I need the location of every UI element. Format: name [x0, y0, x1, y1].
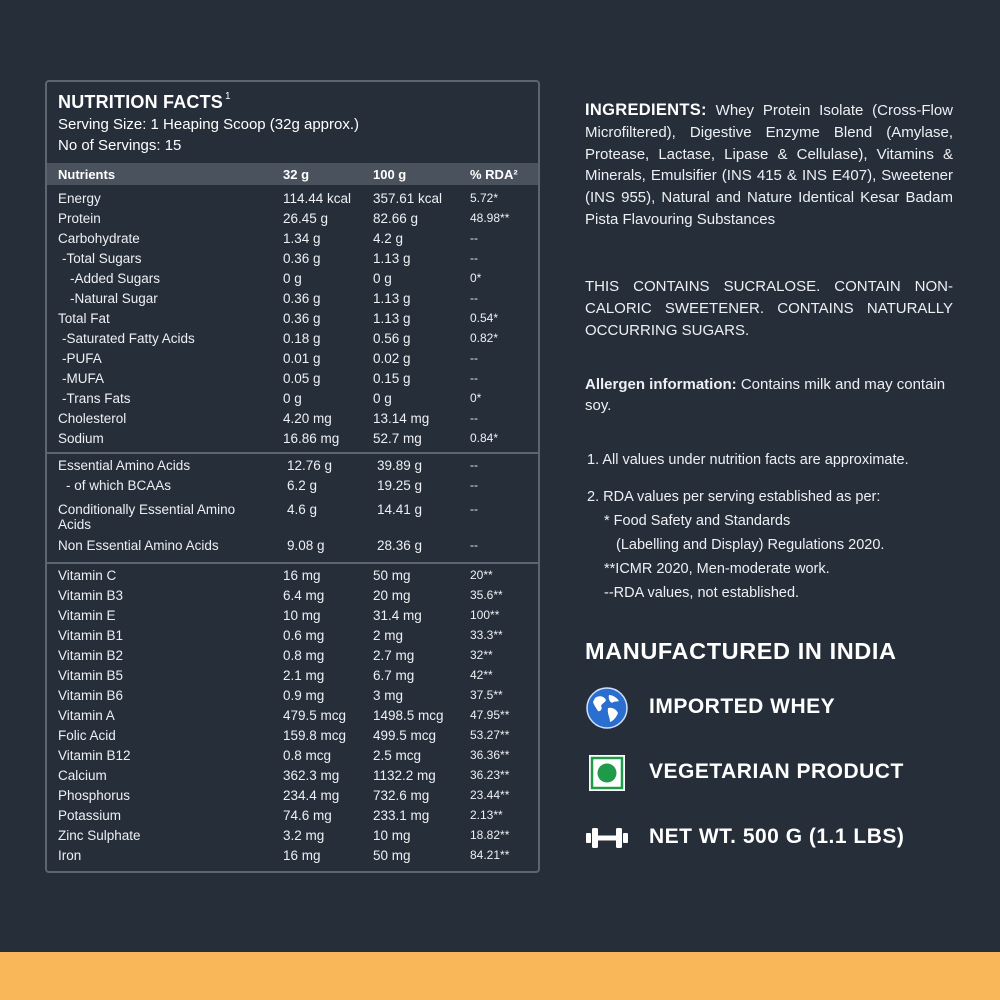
vegetarian-label: VEGETARIAN PRODUCT [649, 760, 904, 783]
per-100g-value: 6.7 mg [373, 668, 415, 683]
table-row [47, 828, 538, 848]
header-rda: % RDA² [470, 167, 518, 182]
dumbbell-icon [585, 816, 629, 860]
per-serving-value: 6.2 g [287, 478, 318, 493]
table-row [47, 502, 538, 536]
nutrient-name: -Added Sugars [70, 271, 161, 286]
per-serving-value: 0.36 g [283, 251, 321, 266]
rda-value: 32** [470, 648, 493, 662]
per-serving-value: 26.45 g [283, 211, 329, 226]
table-row [47, 478, 538, 498]
per-100g-value: 0.15 g [373, 371, 411, 386]
rda-value: 35.6** [470, 588, 503, 602]
per-serving-value: 159.8 mcg [283, 728, 347, 743]
per-serving-value: 10 mg [283, 608, 321, 623]
rda-value: 0.54* [470, 311, 499, 325]
table-row [47, 768, 538, 788]
table-row [47, 708, 538, 728]
rda-value: 48.98** [470, 211, 510, 225]
per-100g-value: 1.13 g [373, 251, 411, 266]
rda-value: 36.36** [470, 748, 510, 762]
table-row [47, 608, 538, 628]
per-serving-value: 74.6 mg [283, 808, 332, 823]
table-row [47, 371, 538, 391]
rda-value: -- [470, 291, 478, 305]
per-100g-value: 31.4 mg [373, 608, 422, 623]
nutrient-name: Conditionally Essential Amino Acids [58, 502, 236, 532]
nutrient-name: Vitamin B5 [58, 668, 124, 683]
rda-value: 20** [470, 568, 493, 582]
per-serving-value: 9.08 g [287, 538, 325, 553]
per-100g-value: 499.5 mcg [373, 728, 437, 743]
per-serving-value: 0 g [283, 391, 302, 406]
per-serving-value: 12.76 g [287, 458, 333, 473]
table-row [47, 311, 538, 331]
nutrient-name: -MUFA [62, 371, 104, 386]
per-serving-value: 0.36 g [283, 311, 321, 326]
nutrient-name: Protein [58, 211, 101, 226]
rda-value: 23.44** [470, 788, 510, 802]
nutrient-name: Vitamin B12 [58, 748, 131, 763]
table-divider [47, 452, 538, 454]
nutrient-name: - of which BCAAs [66, 478, 172, 493]
footnote-2c: **ICMR 2020, Men-moderate work. [604, 561, 830, 577]
rda-value: 42** [470, 668, 493, 682]
nutrient-name: -Trans Fats [62, 391, 131, 406]
per-serving-value: 0.36 g [283, 291, 321, 306]
rda-value: 18.82** [470, 828, 510, 842]
table-row [47, 431, 538, 451]
per-100g-value: 4.2 g [373, 231, 404, 246]
rda-value: 47.95** [470, 708, 510, 722]
rda-value: 0.82* [470, 331, 499, 345]
rda-value: 0.84* [470, 431, 499, 445]
allergen-label: Allergen information: [585, 376, 737, 393]
table-row [47, 688, 538, 708]
net-weight-label: NET WT. 500 G (1.1 LBS) [649, 825, 905, 848]
ingredients-text: Whey Protein Isolate (Cross-Flow Microfiltered), Digestive Enzyme Blend (Amylase, Protease, Lactase, Lipase & Cellulase), Vitamins & Minerals, Emulsifier (INS 415 & INS E407), Sweetener (INS 955), Natural and Nature Identical Kesar Badam Pista Flavouring Substances [585, 102, 953, 228]
table-row [47, 271, 538, 291]
per-100g-value: 13.14 mg [373, 411, 430, 426]
ingredients-block [585, 100, 953, 231]
nutrient-name: Vitamin A [58, 708, 115, 723]
rda-value: 100** [470, 608, 500, 622]
nutrient-name: Folic Acid [58, 728, 116, 743]
per-serving-value: 234.4 mg [283, 788, 340, 803]
table-row [47, 411, 538, 431]
nutrition-title: NUTRITION FACTS $^1$ [58, 91, 231, 112]
ingredients-label: INGREDIENTS: [585, 101, 707, 119]
table-row [47, 291, 538, 311]
per-100g-value: 2.7 mg [373, 648, 415, 663]
table-row [47, 568, 538, 588]
per-100g-value: 0 g [373, 271, 392, 286]
nutrient-name: Vitamin C [58, 568, 117, 583]
nutrient-name: Vitamin B3 [58, 588, 124, 603]
nutrition-facts-panel [45, 80, 540, 873]
rda-value: -- [470, 371, 478, 385]
nutrient-name: Vitamin E [58, 608, 116, 623]
per-serving-value: 0.9 mg [283, 688, 325, 703]
allergen-text: Contains milk and may contain soy. [585, 376, 946, 414]
rda-value: -- [470, 538, 478, 552]
footnote-1: 1. All values under nutrition facts are approximate. [587, 452, 909, 468]
table-row [47, 251, 538, 271]
table-row [47, 648, 538, 668]
per-100g-value: 50 mg [373, 568, 411, 583]
nutrient-name: Iron [58, 848, 82, 863]
rda-value: 36.23** [470, 768, 510, 782]
imported-whey-label: IMPORTED WHEY [649, 695, 836, 718]
rda-value: 0* [470, 391, 482, 405]
nutrient-name: Cholesterol [58, 411, 127, 426]
per-serving-value: 0 g [283, 271, 302, 286]
rda-value: 5.72* [470, 191, 499, 205]
table-row [47, 628, 538, 648]
rda-value: -- [470, 478, 478, 492]
per-serving-value: 0.6 mg [283, 628, 325, 643]
table-row [47, 391, 538, 411]
nutrient-name: Potassium [58, 808, 122, 823]
per-serving-value: 114.44 kcal [283, 191, 352, 206]
per-serving-value: 4.20 mg [283, 411, 332, 426]
rda-value: -- [470, 351, 478, 365]
serving-size: Serving Size: 1 Heaping Scoop (32g approx.) [58, 116, 360, 133]
per-serving-value: 6.4 mg [283, 588, 325, 603]
per-100g-value: 20 mg [373, 588, 411, 603]
servings-count: No of Servings: 15 [58, 137, 182, 154]
table-row [47, 668, 538, 688]
per-100g-value: 2 mg [373, 628, 404, 643]
per-100g-value: 52.7 mg [373, 431, 422, 446]
vegetarian-mark-icon [585, 751, 629, 795]
rda-value: -- [470, 411, 478, 425]
rda-value: -- [470, 458, 478, 472]
table-row [47, 788, 538, 808]
nutrient-name: Vitamin B1 [58, 628, 124, 643]
rda-value: -- [470, 502, 478, 516]
per-serving-value: 0.18 g [283, 331, 321, 346]
nutrient-name: Calcium [58, 768, 107, 783]
table-row [47, 748, 538, 768]
per-100g-value: 14.41 g [377, 502, 423, 517]
per-100g-value: 1.13 g [373, 291, 411, 306]
per-serving-value: 0.8 mg [283, 648, 325, 663]
per-serving-value: 0.01 g [283, 351, 321, 366]
per-100g-value: 1498.5 mcg [373, 708, 444, 723]
footnote-2b: (Labelling and Display) Regulations 2020. [616, 537, 885, 553]
manufactured-in-india: MANUFACTURED IN INDIA [585, 638, 897, 664]
table-row [47, 808, 538, 828]
per-100g-value: 0 g [373, 391, 392, 406]
table-row [47, 231, 538, 251]
per-100g-value: 82.66 g [373, 211, 419, 226]
per-100g-value: 233.1 mg [373, 808, 430, 823]
imported-whey-feature [585, 686, 985, 730]
per-100g-value: 39.89 g [377, 458, 423, 473]
per-100g-value: 2.5 mcg [373, 748, 422, 763]
nutrient-name: Vitamin B2 [58, 648, 124, 663]
net-weight-feature [585, 816, 985, 860]
per-100g-value: 28.36 g [377, 538, 423, 553]
per-serving-value: 16 mg [283, 568, 321, 583]
per-serving-value: 362.3 mg [283, 768, 340, 783]
rda-value: 2.13** [470, 808, 503, 822]
rda-value: 0* [470, 271, 482, 285]
nutrient-name: Phosphorus [58, 788, 131, 803]
nutrient-name: -Saturated Fatty Acids [62, 331, 195, 346]
per-100g-value: 732.6 mg [373, 788, 430, 803]
nutrient-name: -Natural Sugar [70, 291, 158, 306]
nutrient-name: Essential Amino Acids [58, 458, 191, 473]
nutrient-name: -PUFA [62, 351, 102, 366]
per-100g-value: 0.56 g [373, 331, 411, 346]
per-serving-value: 0.8 mcg [283, 748, 332, 763]
table-row [47, 458, 538, 478]
per-serving-value: 1.34 g [283, 231, 321, 246]
per-100g-value: 357.61 kcal [373, 191, 443, 206]
nutrient-name: -Total Sugars [62, 251, 142, 266]
footnote-2d: --RDA values, not established. [604, 585, 800, 601]
table-row [47, 351, 538, 371]
table-row [47, 588, 538, 608]
rda-value: 33.3** [470, 628, 503, 642]
per-serving-value: 16.86 mg [283, 431, 340, 446]
nutrient-name: Non Essential Amino Acids [58, 538, 219, 553]
bottom-color-band [0, 952, 1000, 1000]
table-row [47, 331, 538, 351]
per-serving-value: 0.05 g [283, 371, 321, 386]
nutrient-name: Sodium [58, 431, 104, 446]
per-100g-value: 0.02 g [373, 351, 411, 366]
per-100g-value: 10 mg [373, 828, 411, 843]
nutrient-name: Energy [58, 191, 101, 206]
table-row [47, 728, 538, 748]
header-nutrients: Nutrients [58, 167, 116, 182]
footnote-2a: * Food Safety and Standards [604, 513, 791, 529]
table-row [47, 848, 538, 868]
per-serving-value: 4.6 g [287, 502, 318, 517]
table-divider [47, 562, 538, 564]
nutrient-name: Carbohydrate [58, 231, 140, 246]
per-serving-value: 479.5 mcg [283, 708, 347, 723]
sucralose-notice: THIS CONTAINS SUCRALOSE. CONTAIN NON-CALORIC SWEETENER. CONTAINS NATURALLY OCCURRING SUGARS. [585, 278, 953, 339]
table-row [47, 538, 538, 558]
per-serving-value: 16 mg [283, 848, 321, 863]
per-serving-value: 3.2 mg [283, 828, 325, 843]
rda-value: 53.27** [470, 728, 510, 742]
per-serving-value: 2.1 mg [283, 668, 325, 683]
rda-value: -- [470, 251, 478, 265]
per-100g-value: 3 mg [373, 688, 404, 703]
allergen-info [585, 374, 970, 416]
per-100g-value: 19.25 g [377, 478, 423, 493]
nutrient-name: Total Fat [58, 311, 110, 326]
vegetarian-feature [585, 751, 985, 795]
nutrition-table-header [47, 163, 538, 185]
table-row [47, 191, 538, 211]
header-per-serving: 32 g [283, 167, 310, 182]
table-row [47, 211, 538, 231]
globe-icon [585, 686, 629, 730]
per-100g-value: 1132.2 mg [373, 768, 436, 783]
per-100g-value: 50 mg [373, 848, 411, 863]
nutrient-name: Vitamin B6 [58, 688, 124, 703]
rda-value: -- [470, 231, 478, 245]
rda-value: 84.21** [470, 848, 510, 862]
nutrient-name: Zinc Sulphate [58, 828, 141, 843]
header-per-100g: 100 g [373, 167, 407, 182]
rda-value: 37.5** [470, 688, 503, 702]
per-100g-value: 1.13 g [373, 311, 411, 326]
footnote-2: 2. RDA values per serving established as per: [587, 489, 881, 505]
